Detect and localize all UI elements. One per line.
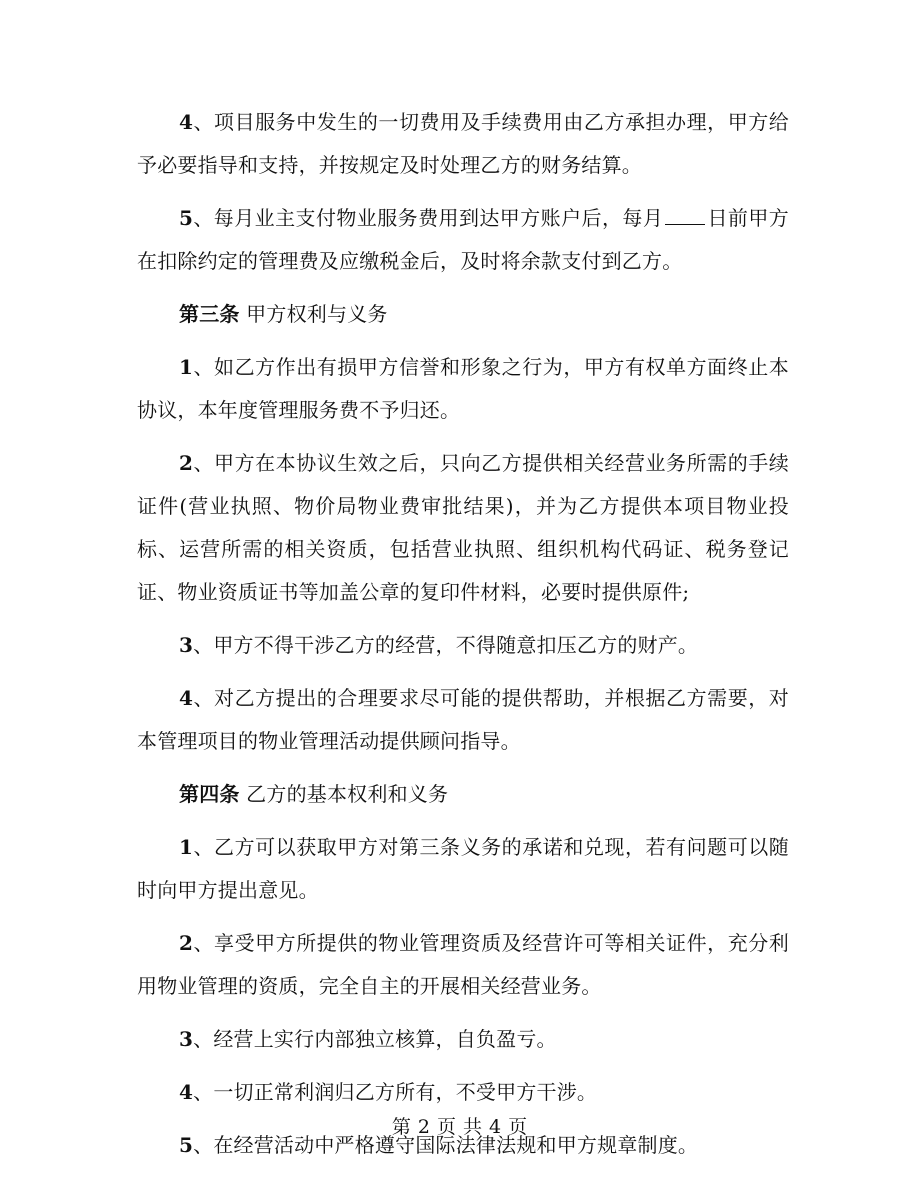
section-title: 甲方权利与义务 — [239, 302, 388, 326]
clause-paragraph — [137, 1018, 789, 1061]
item-text: 、甲方在本协议生效之后，只向乙方提供相关经营业务所需的手续证件(营业执照、物价局物业费审批结果)，并为乙方提供本项目物业投标、运营所需的相关资质，包括营业执照、组织机构代码证、税务登记证、物业资质证书等加盖公章的复印件材料，必要时提供原件; — [137, 451, 789, 604]
section-heading — [137, 293, 789, 336]
item-number: 5 — [179, 1133, 194, 1157]
item-text: 、在经营活动中严格遵守国际法律法规和甲方规章制度。 — [193, 1133, 699, 1157]
item-text: 、每月业主支付物业服务费用到达甲方账户后，每月 — [193, 206, 664, 230]
item-number: 2 — [179, 451, 194, 475]
section-title: 乙方的基本权利和义务 — [239, 782, 449, 806]
item-number: 4 — [179, 686, 194, 710]
clause-paragraph — [137, 826, 789, 912]
clause-paragraph — [137, 346, 789, 432]
current-page-number: 2 — [417, 1116, 431, 1138]
clause-paragraph — [137, 101, 789, 187]
item-text: 、如乙方作出有损甲方信誉和形象之行为，甲方有权单方面终止本协议，本年度管理服务费不予归还。 — [137, 355, 789, 422]
item-number: 5 — [179, 206, 194, 230]
item-text: 、一切正常利润归乙方所有，不受甲方干涉。 — [193, 1080, 598, 1104]
page-footer — [0, 1112, 920, 1139]
item-text: 、经营上实行内部独立核算，自负盈亏。 — [193, 1027, 557, 1051]
item-number: 3 — [179, 1027, 194, 1051]
footer-ye: 页 — [436, 1116, 457, 1138]
document-body — [137, 101, 789, 1167]
item-number: 1 — [179, 355, 194, 379]
footer-gong: 共 — [463, 1116, 484, 1138]
item-text: 、对乙方提出的合理要求尽可能的提供帮助，并根据乙方需要，对本管理项目的物业管理活动提供顾问指导。 — [137, 686, 789, 753]
item-text: 日前甲方在扣除约定的管理费及应缴税金后，及时将余款支付到乙方。 — [137, 206, 789, 273]
clause-paragraph — [137, 1071, 789, 1114]
item-text: 、乙方可以获取甲方对第三条义务的承诺和兑现，若有问题可以随时向甲方提出意见。 — [137, 835, 789, 902]
total-page-number: 4 — [489, 1116, 503, 1138]
item-number: 1 — [179, 835, 194, 859]
item-text: 、甲方不得干涉乙方的经营，不得随意扣压乙方的财产。 — [193, 633, 699, 657]
item-number: 2 — [179, 931, 194, 955]
fill-in-blank — [665, 206, 705, 225]
footer-di: 第 — [391, 1116, 412, 1138]
clause-paragraph — [137, 922, 789, 1008]
footer-ye: 页 — [508, 1116, 529, 1138]
clause-paragraph — [137, 197, 789, 283]
section-heading — [137, 773, 789, 816]
item-text: 、享受甲方所提供的物业管理资质及经营许可等相关证件，充分利用物业管理的资质，完全自主的开展相关经营业务。 — [137, 931, 789, 998]
clause-paragraph — [137, 442, 789, 614]
clause-paragraph — [137, 677, 789, 763]
item-number: 4 — [179, 110, 194, 134]
clause-paragraph — [137, 624, 789, 667]
section-label: 第三条 — [179, 302, 240, 326]
item-number: 4 — [179, 1080, 194, 1104]
section-label: 第四条 — [179, 782, 240, 806]
item-number: 3 — [179, 633, 194, 657]
item-text: 、项目服务中发生的一切费用及手续费用由乙方承担办理，甲方给予必要指导和支持，并按规定及时处理乙方的财务结算。 — [137, 110, 789, 177]
